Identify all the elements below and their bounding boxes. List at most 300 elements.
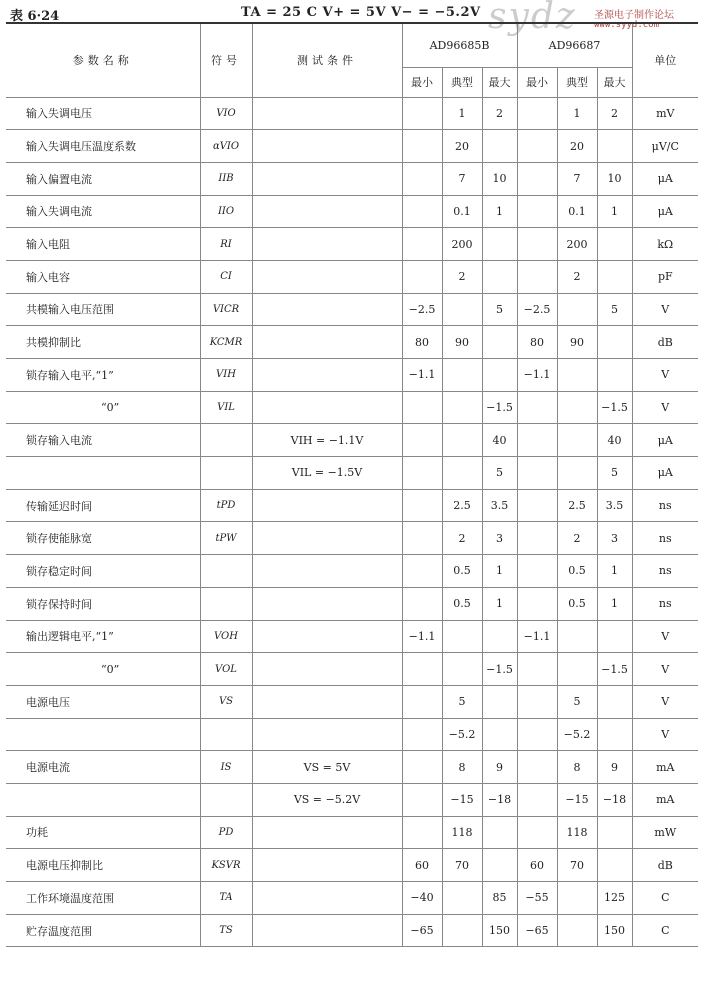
unit-cell: V <box>632 685 698 718</box>
param-name-cell: 输入电容 <box>6 260 200 293</box>
value-cell: −1.1 <box>402 620 442 653</box>
table-row <box>6 685 698 718</box>
condition-cell <box>252 293 402 326</box>
value-cell <box>517 751 557 784</box>
value-cell: 118 <box>557 816 597 849</box>
symbol-cell: αVIO <box>200 130 252 163</box>
value-cell: 1 <box>482 195 517 228</box>
unit-cell: dB <box>632 849 698 882</box>
symbol-cell: VOH <box>200 620 252 653</box>
symbol-cell: RI <box>200 228 252 261</box>
table-row <box>6 816 698 849</box>
value-cell: −18 <box>597 783 632 816</box>
table-row <box>6 882 698 915</box>
unit-cell: μV/C <box>632 130 698 163</box>
param-name-cell: 电源电压 <box>6 685 200 718</box>
param-name-cell: 锁存保持时间 <box>6 587 200 620</box>
unit-cell: mW <box>632 816 698 849</box>
value-cell <box>517 587 557 620</box>
value-cell <box>442 391 482 424</box>
value-cell: 1 <box>597 195 632 228</box>
symbol-cell: VICR <box>200 293 252 326</box>
value-cell: −40 <box>402 882 442 915</box>
condition-cell <box>252 195 402 228</box>
symbol-cell: VOL <box>200 653 252 686</box>
param-name-cell: 共模输入电压范围 <box>6 293 200 326</box>
value-cell: 9 <box>482 751 517 784</box>
watermark-logo: sydz <box>488 0 577 37</box>
table-row <box>6 489 698 522</box>
value-cell <box>402 587 442 620</box>
symbol-cell <box>200 783 252 816</box>
value-cell: −1.1 <box>517 620 557 653</box>
symbol-cell: IS <box>200 751 252 784</box>
value-cell <box>402 260 442 293</box>
table-row <box>6 424 698 457</box>
value-cell <box>517 424 557 457</box>
value-cell: 3 <box>597 522 632 555</box>
value-cell: −1.5 <box>597 391 632 424</box>
value-cell <box>557 391 597 424</box>
condition-cell <box>252 620 402 653</box>
value-cell <box>402 718 442 751</box>
table-row <box>6 359 698 392</box>
value-cell <box>517 391 557 424</box>
table-row <box>6 849 698 882</box>
unit-cell: V <box>632 359 698 392</box>
value-cell <box>597 685 632 718</box>
value-cell: 10 <box>597 162 632 195</box>
value-cell <box>517 260 557 293</box>
value-cell: −15 <box>557 783 597 816</box>
table-row <box>6 97 698 130</box>
value-cell: −65 <box>402 914 442 947</box>
table-row <box>6 620 698 653</box>
param-name-cell: 锁存输入电流 <box>6 424 200 457</box>
param-name-cell: “0” <box>6 653 200 686</box>
unit-cell: C <box>632 914 698 947</box>
value-cell <box>517 162 557 195</box>
param-name-cell: 锁存输入电平,“1” <box>6 359 200 392</box>
value-cell <box>482 359 517 392</box>
unit-cell: ns <box>632 587 698 620</box>
unit-cell: μA <box>632 424 698 457</box>
symbol-cell <box>200 457 252 490</box>
value-cell <box>517 653 557 686</box>
value-cell: 2 <box>442 522 482 555</box>
value-cell <box>597 130 632 163</box>
value-cell <box>402 653 442 686</box>
value-cell <box>517 228 557 261</box>
value-cell <box>482 228 517 261</box>
value-cell: 0.1 <box>442 195 482 228</box>
unit-cell: mA <box>632 751 698 784</box>
table-row <box>6 130 698 163</box>
value-cell <box>402 391 442 424</box>
unit-cell: mV <box>632 97 698 130</box>
value-cell <box>597 228 632 261</box>
value-cell: 1 <box>597 587 632 620</box>
value-cell <box>482 816 517 849</box>
value-cell <box>597 260 632 293</box>
watermark-name: 圣源电子制作论坛 <box>594 10 674 21</box>
param-name-cell <box>6 718 200 751</box>
value-cell <box>557 914 597 947</box>
unit-cell: kΩ <box>632 228 698 261</box>
value-cell <box>402 162 442 195</box>
value-cell <box>517 130 557 163</box>
condition-cell <box>252 130 402 163</box>
table-row <box>6 522 698 555</box>
value-cell: 90 <box>557 326 597 359</box>
value-cell <box>517 457 557 490</box>
param-name-cell: 输入电阻 <box>6 228 200 261</box>
condition-cell <box>252 522 402 555</box>
table-row <box>6 326 698 359</box>
symbol-cell <box>200 587 252 620</box>
value-cell: −5.2 <box>557 718 597 751</box>
value-cell: 10 <box>482 162 517 195</box>
header-device-2: AD96687 <box>517 23 632 67</box>
header-sub-dev2-typ: 典型 <box>557 67 597 97</box>
value-cell: 2 <box>597 97 632 130</box>
value-cell <box>517 97 557 130</box>
value-cell <box>402 97 442 130</box>
value-cell <box>557 457 597 490</box>
unit-cell: μA <box>632 457 698 490</box>
param-name-cell: 锁存使能脉宽 <box>6 522 200 555</box>
value-cell: 60 <box>517 849 557 882</box>
param-name-cell: 输入失调电压 <box>6 97 200 130</box>
value-cell: 1 <box>557 97 597 130</box>
table-row <box>6 653 698 686</box>
table-row <box>6 555 698 588</box>
value-cell <box>482 685 517 718</box>
condition-cell <box>252 914 402 947</box>
table-row <box>6 293 698 326</box>
watermark-url: www.syyd.com <box>594 20 660 30</box>
value-cell: 125 <box>597 882 632 915</box>
value-cell <box>557 359 597 392</box>
param-name-cell: “0” <box>6 391 200 424</box>
value-cell <box>482 849 517 882</box>
table-row <box>6 914 698 947</box>
param-name-cell: 功耗 <box>6 816 200 849</box>
value-cell <box>402 489 442 522</box>
value-cell <box>557 882 597 915</box>
param-name-cell: 输入失调电流 <box>6 195 200 228</box>
value-cell <box>557 620 597 653</box>
table-row <box>6 195 698 228</box>
symbol-cell: IIB <box>200 162 252 195</box>
value-cell: 20 <box>557 130 597 163</box>
value-cell: 40 <box>597 424 632 457</box>
unit-cell: V <box>632 391 698 424</box>
header-sub-dev2-min: 最小 <box>517 67 557 97</box>
table-row <box>6 391 698 424</box>
value-cell: 1 <box>482 587 517 620</box>
symbol-cell: VS <box>200 685 252 718</box>
value-cell <box>442 882 482 915</box>
value-cell: 8 <box>442 751 482 784</box>
symbol-cell <box>200 718 252 751</box>
symbol-cell: TA <box>200 882 252 915</box>
value-cell <box>442 620 482 653</box>
table-row <box>6 751 698 784</box>
param-name-cell <box>6 783 200 816</box>
unit-cell: V <box>632 718 698 751</box>
value-cell: 2.5 <box>442 489 482 522</box>
value-cell: 118 <box>442 816 482 849</box>
value-cell: −1.1 <box>517 359 557 392</box>
condition-cell <box>252 685 402 718</box>
condition-cell <box>252 587 402 620</box>
value-cell <box>517 783 557 816</box>
value-cell <box>597 718 632 751</box>
value-cell: 5 <box>557 685 597 718</box>
value-cell: −1.5 <box>597 653 632 686</box>
unit-cell: V <box>632 653 698 686</box>
unit-cell: ns <box>632 489 698 522</box>
header-test-condition: 测试条件 <box>252 23 402 97</box>
value-cell: 1 <box>482 555 517 588</box>
value-cell: −65 <box>517 914 557 947</box>
value-cell <box>402 783 442 816</box>
value-cell: 5 <box>482 293 517 326</box>
param-name-cell: 输入偏置电流 <box>6 162 200 195</box>
header-param-name: 参数名称 <box>6 23 200 97</box>
param-name-cell: 工作环境温度范围 <box>6 882 200 915</box>
value-cell <box>442 424 482 457</box>
value-cell: −2.5 <box>517 293 557 326</box>
value-cell: 3.5 <box>482 489 517 522</box>
value-cell <box>402 522 442 555</box>
unit-cell: V <box>632 620 698 653</box>
param-name-cell: 共模抑制比 <box>6 326 200 359</box>
value-cell: 5 <box>442 685 482 718</box>
value-cell: −55 <box>517 882 557 915</box>
table-row <box>6 162 698 195</box>
table-row <box>6 783 698 816</box>
condition-cell <box>252 816 402 849</box>
value-cell <box>402 195 442 228</box>
value-cell <box>482 620 517 653</box>
value-cell <box>402 130 442 163</box>
value-cell <box>442 653 482 686</box>
value-cell <box>517 522 557 555</box>
value-cell <box>597 359 632 392</box>
value-cell <box>402 685 442 718</box>
value-cell <box>597 620 632 653</box>
value-cell: 0.5 <box>557 555 597 588</box>
value-cell <box>402 457 442 490</box>
value-cell <box>442 293 482 326</box>
unit-cell: dB <box>632 326 698 359</box>
value-cell: 0.5 <box>557 587 597 620</box>
test-conditions-header: TA = 25 C V+ = 5V V− = −5.2V <box>241 5 481 20</box>
value-cell: −18 <box>482 783 517 816</box>
condition-cell <box>252 718 402 751</box>
table-number: 表 6·24 <box>10 9 60 24</box>
value-cell: 7 <box>557 162 597 195</box>
spec-table <box>6 22 698 947</box>
table-row <box>6 718 698 751</box>
value-cell: 2 <box>482 97 517 130</box>
condition-cell: VIL = −1.5V <box>252 457 402 490</box>
header-symbol: 符号 <box>200 23 252 97</box>
value-cell: 5 <box>482 457 517 490</box>
value-cell: 7 <box>442 162 482 195</box>
value-cell <box>402 816 442 849</box>
param-name-cell: 输入失调电压温度系数 <box>6 130 200 163</box>
value-cell: 2 <box>557 260 597 293</box>
condition-cell <box>252 391 402 424</box>
value-cell: 20 <box>442 130 482 163</box>
condition-cell <box>252 359 402 392</box>
value-cell: 60 <box>402 849 442 882</box>
table-row <box>6 587 698 620</box>
value-cell <box>517 685 557 718</box>
header-sub-dev1-typ: 典型 <box>442 67 482 97</box>
symbol-cell: VIO <box>200 97 252 130</box>
value-cell: 0.5 <box>442 555 482 588</box>
value-cell: −1.1 <box>402 359 442 392</box>
value-cell <box>557 424 597 457</box>
value-cell: −15 <box>442 783 482 816</box>
value-cell: 0.5 <box>442 587 482 620</box>
param-name-cell: 电源电压抑制比 <box>6 849 200 882</box>
value-cell: 80 <box>517 326 557 359</box>
value-cell <box>517 555 557 588</box>
value-cell <box>517 718 557 751</box>
value-cell: 90 <box>442 326 482 359</box>
condition-cell <box>252 882 402 915</box>
value-cell <box>597 849 632 882</box>
param-name-cell: 传输延迟时间 <box>6 489 200 522</box>
value-cell: 70 <box>442 849 482 882</box>
unit-cell: ns <box>632 555 698 588</box>
value-cell: −1.5 <box>482 391 517 424</box>
value-cell: 70 <box>557 849 597 882</box>
value-cell <box>482 326 517 359</box>
condition-cell <box>252 849 402 882</box>
header-sub-dev1-max: 最大 <box>482 67 517 97</box>
symbol-cell: KSVR <box>200 849 252 882</box>
condition-cell <box>252 326 402 359</box>
condition-cell <box>252 653 402 686</box>
value-cell <box>402 751 442 784</box>
unit-cell: μA <box>632 195 698 228</box>
symbol-cell: IIO <box>200 195 252 228</box>
value-cell: 8 <box>557 751 597 784</box>
table-row <box>6 457 698 490</box>
symbol-cell: TS <box>200 914 252 947</box>
symbol-cell: CI <box>200 260 252 293</box>
condition-cell <box>252 555 402 588</box>
condition-cell: VIH = −1.1V <box>252 424 402 457</box>
value-cell <box>402 555 442 588</box>
value-cell: 5 <box>597 457 632 490</box>
value-cell <box>597 326 632 359</box>
unit-cell: μA <box>632 162 698 195</box>
header-device-1: AD96685B <box>402 23 517 67</box>
value-cell: −5.2 <box>442 718 482 751</box>
value-cell <box>402 228 442 261</box>
symbol-cell: tPD <box>200 489 252 522</box>
symbol-cell: KCMR <box>200 326 252 359</box>
value-cell <box>557 653 597 686</box>
symbol-cell <box>200 424 252 457</box>
table-row <box>6 228 698 261</box>
param-name-cell: 输出逻辑电平,“1” <box>6 620 200 653</box>
unit-cell: pF <box>632 260 698 293</box>
value-cell: 1 <box>597 555 632 588</box>
value-cell <box>482 260 517 293</box>
value-cell: 1 <box>442 97 482 130</box>
unit-cell: mA <box>632 783 698 816</box>
condition-cell <box>252 228 402 261</box>
value-cell <box>517 195 557 228</box>
value-cell <box>557 293 597 326</box>
value-cell: 200 <box>442 228 482 261</box>
value-cell: 5 <box>597 293 632 326</box>
value-cell <box>517 489 557 522</box>
value-cell <box>442 914 482 947</box>
unit-cell: V <box>632 293 698 326</box>
condition-cell: VS = 5V <box>252 751 402 784</box>
value-cell: 2 <box>442 260 482 293</box>
header-unit: 单位 <box>632 23 698 97</box>
value-cell: 80 <box>402 326 442 359</box>
value-cell: 200 <box>557 228 597 261</box>
condition-cell <box>252 260 402 293</box>
value-cell: 0.1 <box>557 195 597 228</box>
value-cell: 2 <box>557 522 597 555</box>
value-cell: 3.5 <box>597 489 632 522</box>
value-cell: 3 <box>482 522 517 555</box>
symbol-cell: VIH <box>200 359 252 392</box>
unit-cell: ns <box>632 522 698 555</box>
table-row <box>6 260 698 293</box>
header-sub-dev1-min: 最小 <box>402 67 442 97</box>
value-cell: 85 <box>482 882 517 915</box>
value-cell: 150 <box>597 914 632 947</box>
value-cell: 150 <box>482 914 517 947</box>
param-name-cell <box>6 457 200 490</box>
value-cell <box>517 816 557 849</box>
value-cell: −1.5 <box>482 653 517 686</box>
symbol-cell <box>200 555 252 588</box>
param-name-cell: 电源电流 <box>6 751 200 784</box>
value-cell <box>482 718 517 751</box>
header-sub-dev2-max: 最大 <box>597 67 632 97</box>
value-cell: −2.5 <box>402 293 442 326</box>
value-cell: 40 <box>482 424 517 457</box>
value-cell <box>597 816 632 849</box>
value-cell: 2.5 <box>557 489 597 522</box>
param-name-cell: 贮存温度范围 <box>6 914 200 947</box>
value-cell <box>402 424 442 457</box>
condition-cell <box>252 489 402 522</box>
condition-cell: VS = −5.2V <box>252 783 402 816</box>
value-cell: 9 <box>597 751 632 784</box>
symbol-cell: PD <box>200 816 252 849</box>
symbol-cell: tPW <box>200 522 252 555</box>
value-cell <box>442 457 482 490</box>
condition-cell <box>252 97 402 130</box>
condition-cell <box>252 162 402 195</box>
unit-cell: C <box>632 882 698 915</box>
